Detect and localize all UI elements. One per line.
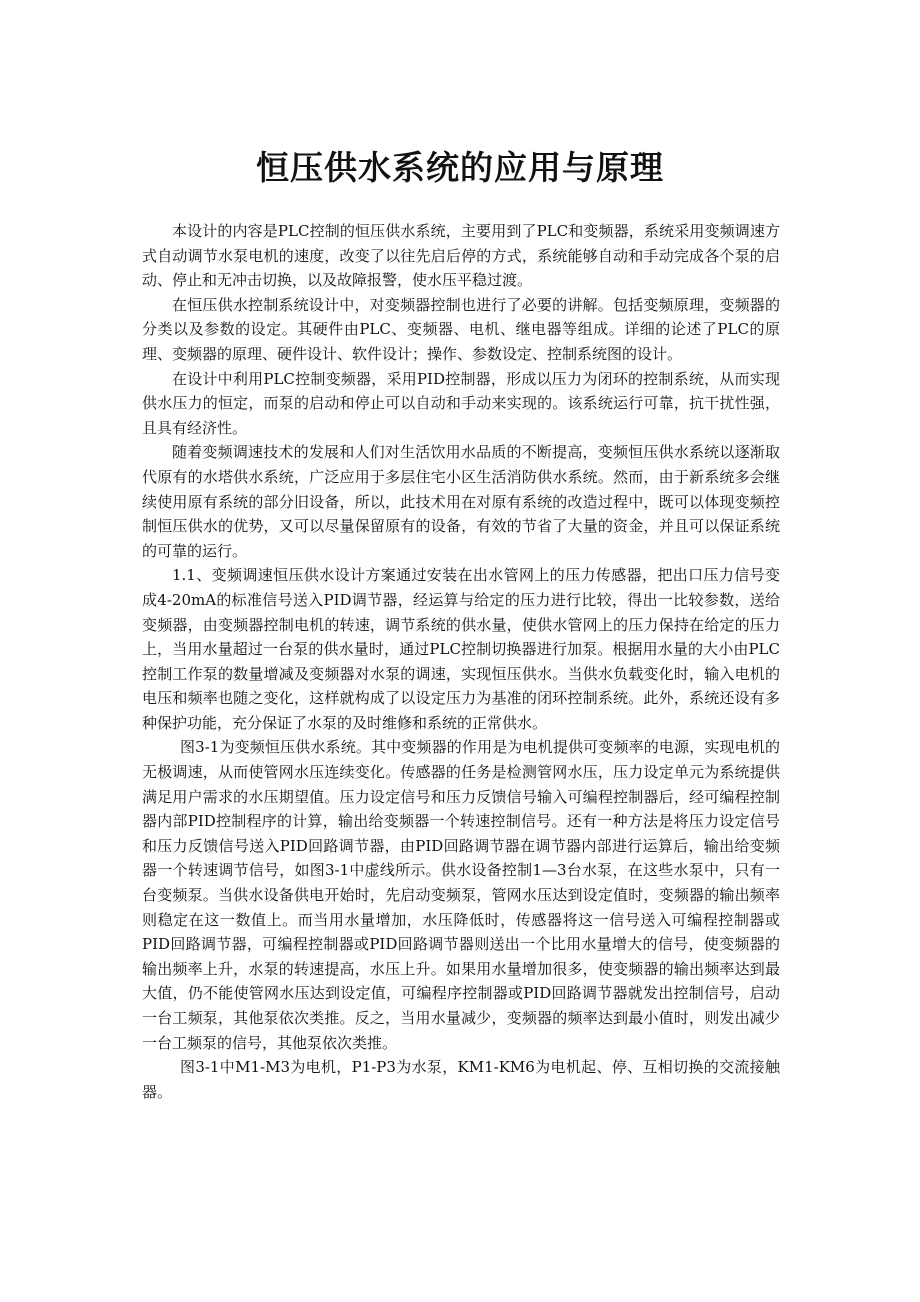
- paragraph-2: 在恒压供水控制系统设计中，对变频器控制也进行了必要的讲解。包括变频原理，变频器的分类以及参数的设定。其硬件由PLC、变频器、电机、继电器等组成。详细的论述了PLC的原理、变频器的原理、硬件设计、软件设计；操作、参数设定、控制系统图的设计。: [142, 295, 780, 363]
- document-title: 恒压供水系统的应用与原理: [256, 148, 664, 187]
- paragraph-5: 1.1、变频调速恒压供水设计方案通过安装在出水管网上的压力传感器，把出口压力信号变成4-20mA的标准信号送入PID调节器，经运算与给定的压力进行比较，得出一比较参数，送给变频器，由变频器控制电机的转速，调节系统的供水量，使供水管网上的压力保持在给定的压力上，当用水量超过一台泵的供水量时，通过PLC控制切换器进行加泵。根据用水量的大小由PLC控制工作泵的数量增减及变频器对水泵的调速，实现恒压供水。当供水负载变化时，输入电机的电压和频率也随之变化，这样就构成了以设定压力为基准的闭环控制系统。此外，系统还设有多种保护功能，充分保证了水泵的及时维修和系统的正常供水。: [142, 566, 780, 732]
- paragraph-1: 本设计的内容是PLC控制的恒压供水系统，主要用到了PLC和变频器，系统采用变频调速方式自动调节水泵电机的速度，改变了以往先启后停的方式，系统能够自动和手动完成各个泵的启动、停止和无冲击切换，以及故障报警，使水压平稳过渡。: [142, 222, 780, 290]
- paragraph-7: 图3-1中M1-M3为电机，P1-P3为水泵，KM1-KM6为电机起、停、互相切换的交流接触器。: [142, 1058, 780, 1101]
- document-body: [142, 219, 780, 1104]
- paragraph-6: 图3-1为变频恒压供水系统。其中变频器的作用是为电机提供可变频率的电源，实现电机的无极调速，从而使管网水压连续变化。传感器的任务是检测管网水压，压力设定单元为系统提供满足用户需求的水压期望值。压力设定信号和压力反馈信号输入可编程控制器后，经可编程控制器内部PID控制程序的计算，输出给变频器一个转速控制信号。还有一种方法是将压力设定信号和压力反馈信号送入PID回路调节器，由PID回路调节器在调节器内部进行运算后，输出给变频器一个转速调节信号，如图3-1中虚线所示。供水设备控制1—3台水泵，在这些水泵中，只有一台变频泵。当供水设备供电开始时，先启动变频泵，管网水压达到设定值时，变频器的输出频率则稳定在这一数值上。而当用水量增加，水压降低时，传感器将这一信号送入可编程控制器或PID回路调节器，可编程控制器或PID回路调节器则送出一个比用水量增大的信号，使变频器的输出频率上升，水泵的转速提高，水压上升。如果用水量增加很多，使变频器的输出频率达到最大值，仍不能使管网水压达到设定值，可编程序控制器或PID回路调节器就发出控制信号，启动一台工频泵，其他泵依次类推。反之，当用水量减少，变频器的频率达到最小值时，则发出减少一台工频泵的信号，其他泵依次类推。: [142, 738, 780, 1052]
- paragraph-3: 在设计中利用PLC控制变频器，采用PID控制器，形成以压力为闭环的控制系统，从而实现供水压力的恒定，而泵的启动和停止可以自动和手动来实现的。该系统运行可靠，抗干扰性强，且具有经济性。: [142, 369, 780, 437]
- paragraph-4: 随着变频调速技术的发展和人们对生活饮用水品质的不断提高，变频恒压供水系统以逐渐取代原有的水塔供水系统，广泛应用于多层住宅小区生活消防供水系统。然而，由于新系统多会继续使用原有系统的部分旧设备，所以，此技术用在对原有系统的改造过程中，既可以体现变频控制恒压供水的优势，又可以尽量保留原有的设备，有效的节省了大量的资金，并且可以保证系统的可靠的运行。: [142, 443, 780, 560]
